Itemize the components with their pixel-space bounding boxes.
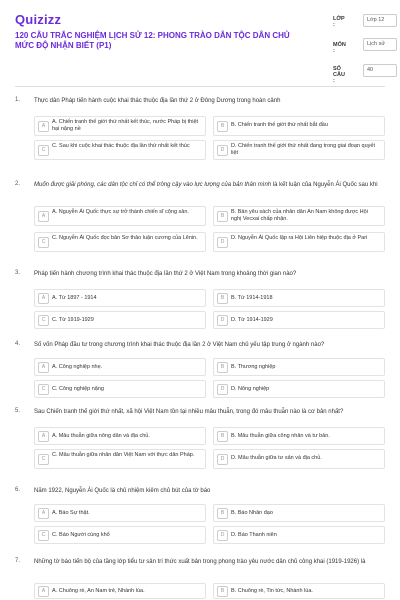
option-a[interactable] [34,427,206,445]
question-text: Thực dân Pháp tiến hành cuộc khai thác thuộc địa lần thứ 2 ở Đông Dương trong hoàn cảnh [34,98,281,104]
subject-value: Lịch sử [363,38,397,51]
option-d[interactable] [213,232,385,252]
option-letter: A [38,431,49,442]
question-text: Số vốn Pháp đầu tư trong chương trình khai thác thuộc địa lần 2 ở Việt Nam chủ yếu tập trung ở ngành nào? [34,342,325,348]
option-text: B. Chiến tranh thế giới thứ nhất bắt đầu [231,122,328,128]
option-text: A. Công nghiệp nhẹ. [52,364,103,370]
option-text: C. Báo Người cùng khổ [52,532,110,538]
option-letter: C [38,530,49,541]
option-text: D. Báo Thanh niên [231,532,277,538]
count-label: SỐ CÂU : [333,66,345,84]
question-text: Sau Chiến tranh thế giới thứ nhất, xã hội Việt Nam tồn tại nhiều mâu thuẫn, trong đó mâu thuẫn nào là cơ bản nhất? [34,409,344,415]
option-c[interactable] [34,140,206,160]
option-c[interactable] [34,380,206,398]
worksheet-header [0,0,400,88]
option-letter: A [38,121,49,132]
option-text: C. Mâu thuẫn giữa nhân dân Việt Nam với thực dân Pháp. [52,452,195,458]
option-text: A. Mâu thuẫn giữa nông dân và địa chủ. [52,433,150,439]
option-letter: D [217,384,228,395]
option-letter: D [217,454,228,465]
option-letter: D [217,315,228,326]
option-text: D. Nông nghiệp [231,386,270,392]
question-quote: Muốn được giải phóng, các dân tộc chỉ có thể trông cậy vào lực lượng của bản thân mình [34,182,272,188]
option-letter: B [217,121,228,132]
question-number: 3. [15,270,21,276]
option-d[interactable] [213,449,385,469]
option-a[interactable] [34,206,206,226]
option-text: A. Chiến tranh thế giới thứ nhất kết thúc, nước Pháp bị thiệt hại nặng nề [52,119,199,132]
option-letter: C [38,454,49,465]
option-letter: A [38,508,49,519]
option-a[interactable] [34,116,206,136]
option-b[interactable] [213,358,385,376]
option-letter: A [38,211,49,222]
option-text: B. Bản yêu sách của nhân dân An Nam không được Hội nghị Vecxai chấp nhận. [231,209,368,222]
option-letter: B [217,211,228,222]
question-text: Pháp tiến hành chương trình khai thác thuộc địa lần thứ 2 ở Việt Nam trong khoảng thời gian nào? [34,271,297,277]
option-c[interactable] [34,526,206,544]
option-text: A. Nguyễn Ái Quốc thực sự trở thành chiến sĩ cộng sản. [52,209,189,215]
subject-label: MÔN : [333,42,346,54]
question-number: 1. [15,97,21,103]
quizizz-logo: Quizizz [15,12,62,27]
option-text: B. Từ 1914-1918 [231,295,273,301]
count-value: 40 [363,64,397,77]
option-text: B. Mâu thuẫn giữa công nhân và tư bản. [231,433,330,439]
option-text: D. Từ 1914-1929 [231,317,273,323]
question-number: 6. [15,487,21,493]
header-divider [15,86,385,87]
option-a[interactable] [34,504,206,522]
option-text: A. Báo Sự thật. [52,510,90,516]
option-letter: B [217,431,228,442]
option-b[interactable] [213,116,385,136]
option-b[interactable] [213,206,385,226]
option-d[interactable] [213,140,385,160]
option-text: B. Chuông rè, Tin tức, Nhành lúa. [231,588,313,594]
option-letter: C [38,384,49,395]
option-a[interactable] [34,289,206,307]
question-number: 2. [15,181,21,187]
question-text [34,181,384,189]
class-label: LỚP : [333,16,345,28]
option-text: C. Nguyễn Ái Quốc đọc bản Sơ thảo luận cương của Lênin. [52,235,198,241]
option-b[interactable] [213,583,385,599]
option-text: D. Mâu thuẫn giữa tư sản và địa chủ. [231,455,322,461]
option-letter: B [217,508,228,519]
option-letter: D [217,530,228,541]
option-letter: C [38,315,49,326]
option-b[interactable] [213,289,385,307]
question-number: 5. [15,408,21,414]
option-letter: B [217,362,228,373]
option-d[interactable] [213,526,385,544]
option-text: D. Chiến tranh thế giới thứ nhất đang trong giai đoạn quyết liệt [231,143,375,156]
option-text: A. Chuông rè, An Nam trẻ, Nhành lúa. [52,588,145,594]
question-number: 7. [15,558,21,564]
option-c[interactable] [34,232,206,252]
question-text: Năm 1922, Nguyễn Ái Quốc là chủ nhiệm kiêm chủ bút của tờ báo [34,488,211,494]
option-d[interactable] [213,380,385,398]
option-text: D. Nguyễn Ái Quốc lập ra Hội Liên hiệp thuộc địa ở Pari [231,235,368,241]
option-c[interactable] [34,449,206,469]
option-b[interactable] [213,504,385,522]
option-letter: B [217,586,228,597]
option-a[interactable] [34,358,206,376]
option-letter: C [38,145,49,156]
class-value: Lớp 12 [363,14,397,27]
option-text: C. Sau khi cuộc khai thác thuộc địa lần thứ nhất kết thúc [52,143,190,149]
option-text: B. Báo Nhân đạo [231,510,273,516]
option-letter: D [217,237,228,248]
worksheet-title: 120 CÂU TRẮC NGHIỆM LỊCH SỬ 12: PHONG TRÀO DÂN TỘC DÂN CHỦ MỨC ĐỘ NHẬN BIẾT (P1) [15,31,290,50]
question-text: Những tờ báo tiến bộ của tầng lớp tiểu tư sản trí thức xuất bản trong phong trào yêu nước dân chủ công khai (1919-1926) là [34,559,366,565]
option-letter: A [38,293,49,304]
question-text-rest: là kết luận của Nguyễn Ái Quốc sau khi [271,182,378,188]
option-text: A. Từ 1897 - 1914 [52,295,97,301]
option-text: B. Thương nghiệp [231,364,276,370]
option-letter: A [38,586,49,597]
option-letter: B [217,293,228,304]
option-letter: D [217,145,228,156]
option-letter: C [38,237,49,248]
option-c[interactable] [34,311,206,329]
option-letter: A [38,362,49,373]
option-b[interactable] [213,427,385,445]
option-text: C. Từ 1919-1929 [52,317,94,323]
question-number: 4. [15,341,21,347]
option-text: C. Công nghiệp nặng [52,386,104,392]
option-d[interactable] [213,311,385,329]
option-a[interactable] [34,583,206,599]
